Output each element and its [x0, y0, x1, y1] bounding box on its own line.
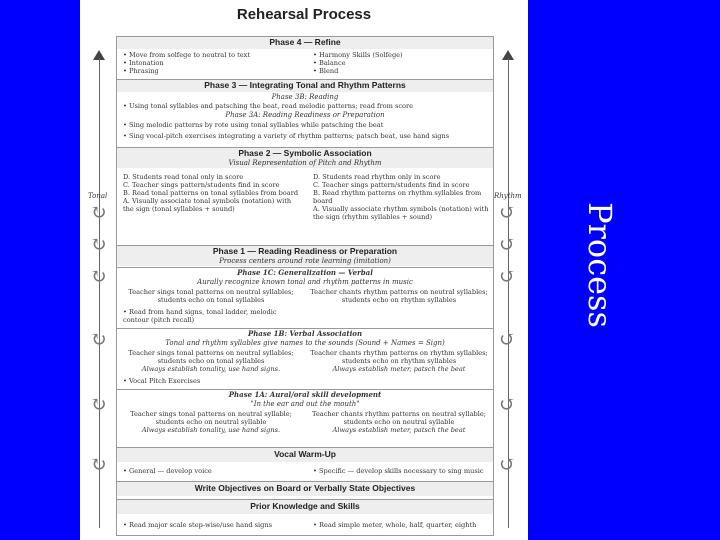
- prior-knowledge-header: Prior Knowledge and Skills: [250, 501, 360, 511]
- phase3a-title: Phase 3A: Reading Readiness or Preparation: [225, 111, 385, 119]
- phase1a-rhythm: Teacher chants rhythm patterns on neutral syllable; students echo on neutral syllable Always establish meter, patsch the beat: [311, 410, 486, 434]
- phase3-header: Phase 3 — Integrating Tonal and Rhythm Patterns: [204, 80, 406, 90]
- phase1a-title: Phase 1A: Aural/oral skill development: [228, 390, 382, 399]
- phase1-subtitle: Process centers around rote learning (imitation): [219, 257, 391, 265]
- cycle-arrow-icon: ↺: [499, 232, 516, 256]
- phase4-header: Phase 4 — Refine: [269, 37, 341, 47]
- phase1b-extra: • Vocal Pitch Exercises: [123, 377, 201, 385]
- cycle-arrow-icon: ↺: [499, 327, 516, 351]
- phase2-rhythm-list: D. Students read rhythm only in score C. Teacher sings pattern/students find in score B. Read rhythm patterns on rhythm syllables from board A. Visually associate rhythm symbols (notation) with the sign (rhythm syllables + sound): [313, 173, 489, 221]
- phase1c-extra: • Read from hand signs, tonal ladder, melodic contour (pitch recall): [123, 308, 277, 324]
- rhythm-label: Rhythm: [494, 192, 522, 200]
- cycle-arrow-icon: ↻: [90, 264, 107, 288]
- warmup-general: • General — develop voice: [123, 467, 212, 475]
- cycle-arrow-icon: ↻: [90, 392, 107, 416]
- phase4-left-list: • Move from solfege to neutral to text • Intonation • Phrasing: [123, 51, 251, 75]
- cycle-arrow-icon: ↻: [90, 232, 107, 256]
- phase1c-subtitle: Aurally recognize known tonal and rhythm patterns in music: [197, 278, 413, 286]
- tonal-label: Tonal: [88, 192, 108, 200]
- phase1c-rhythm: Teacher chants rhythm patterns on neutral syllables; students echo on rhythm syllables: [310, 288, 488, 304]
- cycle-arrow-icon: ↺: [499, 264, 516, 288]
- warmup-specific: • Specific — develop skills necessary to sing music: [313, 467, 484, 475]
- rhythm-rail: [494, 34, 522, 534]
- phase1a-tonal: Teacher sings tonal patterns on neutral syllable; students echo on neutral syllable Always establish tonality, use hand signs.: [130, 410, 292, 434]
- prior-left: • Read major scale step-wise/use hand signs: [123, 521, 273, 529]
- cycle-arrow-icon: ↺: [499, 452, 516, 476]
- phase3b-title: Phase 3B: Reading: [271, 93, 339, 101]
- warmup-header: Vocal Warm-Up: [274, 449, 336, 459]
- cycle-arrow-icon: ↻: [90, 452, 107, 476]
- phase1-header: Phase 1 — Reading Readiness or Preparation: [212, 246, 398, 256]
- phase1b-tonal: Teacher sings tonal patterns on neutral syllables; students echo on tonal syllables Always establish tonality, use hand signs.: [128, 349, 294, 373]
- tonal-rail: [89, 34, 111, 534]
- phase2-tonal-list: D. Students read tonal only in score C. Teacher sings pattern/students find in score B. Read tonal patterns on tonal syllables from board A. Visually associate tonal symbols (notation) with the sign (tonal syllables + sound): [123, 173, 299, 213]
- phase1c-tonal: Teacher sings tonal patterns on neutral syllables; students echo on tonal syllables: [128, 288, 294, 304]
- cycle-arrow-icon: ↺: [499, 392, 516, 416]
- phase1b-title: Phase 1B: Verbal Association: [247, 329, 363, 338]
- rehearsal-process-document: [80, 0, 528, 540]
- phase1a-subtitle: "In the ear and out the mouth": [250, 400, 360, 408]
- phase1b-rhythm: Teacher chants rhythm patterns on rhythm syllables; students echo on rhythm syllables Always establish meter, patsch the beat: [310, 349, 488, 373]
- phase3a-line-2: • Sing vocal-pitch exercises integrating a variety of rhythm patterns; patsch beat, use hand signs: [123, 132, 450, 140]
- phase2-subtitle: Visual Representation of Pitch and Rhythm: [228, 159, 382, 167]
- phase4-right-list: • Harmony Skills (Solfege) • Balance • Blend: [313, 51, 403, 75]
- cycle-arrow-icon: ↻: [90, 200, 107, 224]
- phase1b-subtitle: Tonal and rhythm syllables give names to the sounds (Sound + Names = Sign): [165, 339, 445, 347]
- cycle-arrow-icon: ↺: [499, 200, 516, 224]
- slide-side-title: Process: [581, 202, 619, 328]
- phase3b-line: • Using tonal syllables and patsching the beat, read melodic patterns; read from score: [123, 102, 414, 110]
- prior-right: • Read simple meter, whole, half, quarter, eighth: [313, 521, 477, 529]
- phase1c-title: Phase 1C: Generalization — Verbal: [237, 268, 373, 277]
- document-title: Rehearsal Process: [236, 6, 372, 23]
- phase2-header: Phase 2 — Symbolic Association: [238, 148, 372, 158]
- process-table: [116, 36, 494, 536]
- objectives-header: Write Objectives on Board or Verbally State Objectives: [194, 483, 416, 493]
- phase3a-line-1: • Sing melodic patterns by rote using tonal syllables while patsching the beat: [123, 121, 384, 129]
- cycle-arrow-icon: ↻: [90, 327, 107, 351]
